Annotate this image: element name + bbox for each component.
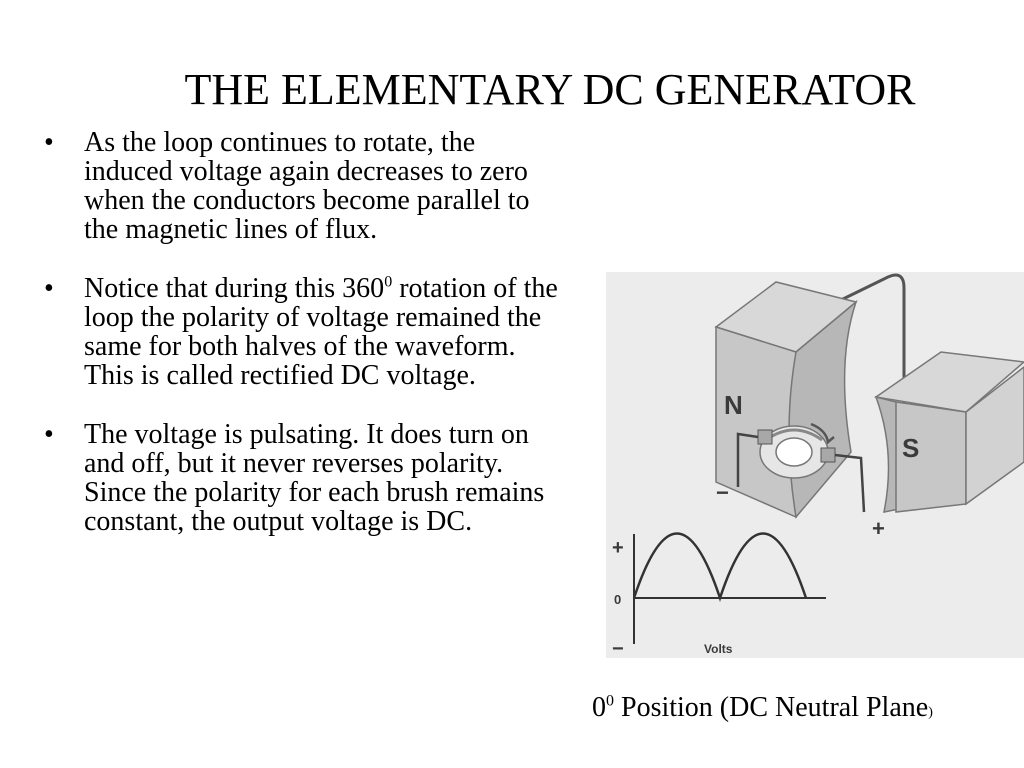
figure-caption xyxy=(592,692,933,729)
axis-plus-label: + xyxy=(612,537,624,559)
bullet-text: As the loop continues to rotate, the induced voltage again decreases to zero when the conductors become parallel to the magnetic lines of flux. xyxy=(84,127,530,245)
degree-superscript: 0 xyxy=(384,273,393,291)
bullet-list xyxy=(44,128,564,566)
axis-unit-label: Volts xyxy=(704,642,733,656)
voltage-waveform-graph xyxy=(612,534,826,659)
bullet-text: The voltage is pulsating. It does turn on and off, but it never reverses polarity. Since the polarity for each brush remains constant, the output voltage is DC. xyxy=(84,419,545,537)
generator-illustration xyxy=(606,272,1024,658)
axis-minus-label: − xyxy=(612,638,624,658)
bullet-item xyxy=(44,274,564,390)
south-magnet xyxy=(876,352,1024,512)
caption-number: 0 xyxy=(592,692,606,723)
brush-left xyxy=(758,430,772,444)
caption-close-paren: ) xyxy=(928,705,933,720)
bullet-dot: • xyxy=(44,419,54,450)
slide-title: THE ELEMENTARY DC GENERATOR xyxy=(184,65,916,114)
rectified-wave-line xyxy=(634,534,806,599)
north-label: N xyxy=(724,390,743,420)
plus-terminal: + xyxy=(872,516,885,541)
bullet-text-continued: rotation of the loop the polarity of voltage remained the same for both halves of the waveform. This is called rectified DC voltage. xyxy=(84,273,558,391)
bullet-dot: • xyxy=(44,127,54,158)
axis-zero-label: 0 xyxy=(614,592,622,607)
bullet-item xyxy=(44,420,564,536)
bullet-text: Notice that during this 360 xyxy=(84,273,385,304)
bullet-dot: • xyxy=(44,273,54,304)
minus-terminal: − xyxy=(716,480,729,505)
caption-text: Position (DC Neutral Plane xyxy=(614,692,929,723)
caption-superscript: 0 xyxy=(606,692,614,710)
generator-diagram xyxy=(606,272,1024,658)
brush-right xyxy=(821,448,835,462)
south-label: S xyxy=(902,433,920,463)
bullet-item xyxy=(44,128,564,244)
